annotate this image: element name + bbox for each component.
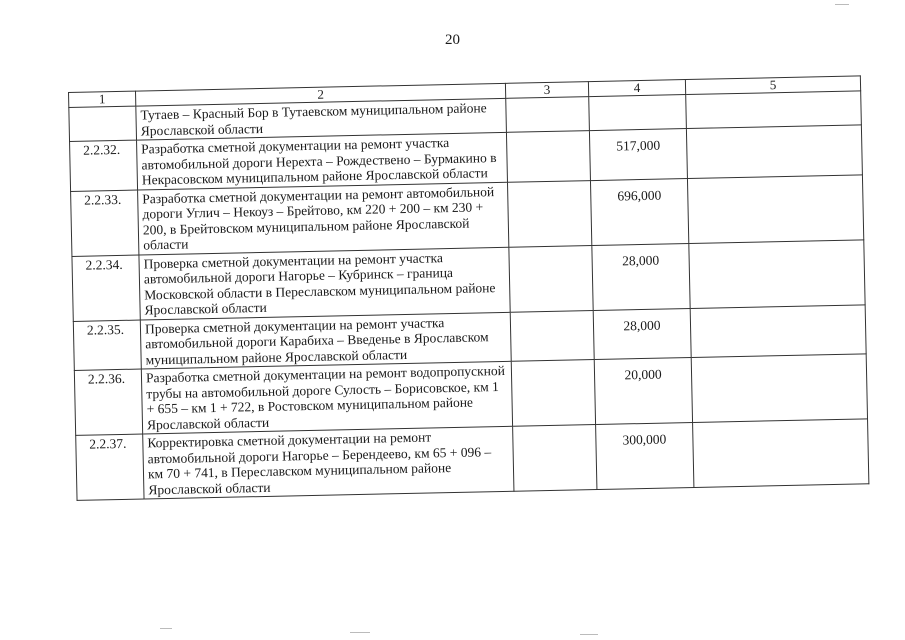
row-column-3	[509, 245, 593, 312]
header-cell-2: 2	[135, 83, 505, 106]
scan-artifact	[835, 4, 849, 5]
row-description: Корректировка сметной документации на ремонт автомобильной дороги Нагорье – Берендеево, км 65 + 096 – км 70 + 741, в Переславском муниципальном районе Ярославской области	[143, 426, 514, 499]
table-body	[69, 76, 869, 500]
page-number: 20	[445, 32, 460, 48]
row-amount: 696,000	[590, 178, 688, 245]
row-column-3	[511, 360, 595, 427]
row-number: 2.2.35.	[73, 320, 141, 371]
row-number: 2.2.32.	[70, 140, 138, 191]
row-number: 2.2.37.	[76, 434, 144, 500]
row-number: 2.2.33.	[71, 190, 139, 256]
row-number: 2.2.36.	[74, 369, 142, 435]
row-amount: 517,000	[589, 129, 687, 181]
row-description: Проверка сметной документации на ремонт участка автомобильной дороги Нагорье – Кубринск – граница Московской области в Переславском муниципальном районе Ярославской области	[139, 247, 510, 320]
row-number: 2.2.34.	[72, 255, 140, 321]
row-column-3	[506, 97, 590, 133]
row-column-5	[687, 174, 863, 243]
row-column-5	[686, 125, 862, 178]
scan-artifact	[160, 628, 172, 629]
row-amount: 28,000	[592, 243, 690, 310]
row-column-3	[510, 310, 594, 361]
header-cell-5: 5	[685, 76, 860, 95]
row-amount: 28,000	[593, 308, 691, 360]
row-column-3	[506, 131, 590, 182]
row-description: Проверка сметной документации на ремонт участка автомобильной дороги Карабиха – Введенье в Ярославском муниципальном районе Ярославской области	[140, 312, 511, 369]
row-description: Разработка сметной документации на ремонт автомобильной дороги Углич – Некоуз – Брейтово, км 220 + 200 – км 230 + 200, в Брейтовском муниципальном районе Ярославской области	[138, 182, 509, 255]
row-column-5	[693, 419, 869, 488]
scan-artifact	[350, 632, 370, 633]
header-cell-4: 4	[588, 80, 685, 97]
row-description: Тутаев – Красный Бор в Тутаевском муниципальном районе Ярославской области	[136, 98, 507, 140]
row-column-3	[507, 180, 591, 247]
header-cell-1: 1	[69, 91, 136, 107]
row-column-5	[690, 304, 866, 357]
row-number	[69, 106, 137, 141]
row-amount	[589, 95, 687, 131]
row-amount: 20,000	[594, 358, 692, 425]
scan-artifact	[580, 634, 598, 635]
row-column-5	[691, 354, 867, 423]
row-description: Разработка сметной документации на ремонт водопропускной трубы на автомобильной дороге Сулость – Борисовское, км 1 + 655 – км 1 + 722, в Ростовском муниципальном районе Ярославской области	[141, 361, 512, 434]
row-column-5	[686, 91, 862, 129]
document-sheet	[68, 75, 869, 501]
row-amount: 300,000	[596, 422, 694, 489]
budget-table	[68, 75, 869, 501]
row-column-5	[689, 239, 865, 308]
row-column-3	[513, 425, 597, 492]
row-description: Разработка сметной документации на ремонт участка автомобильной дороги Нерехта – Рождествено – Бурмакино в Некрасовском муниципальном районе Ярославской области	[137, 132, 508, 189]
header-cell-3: 3	[505, 82, 588, 99]
